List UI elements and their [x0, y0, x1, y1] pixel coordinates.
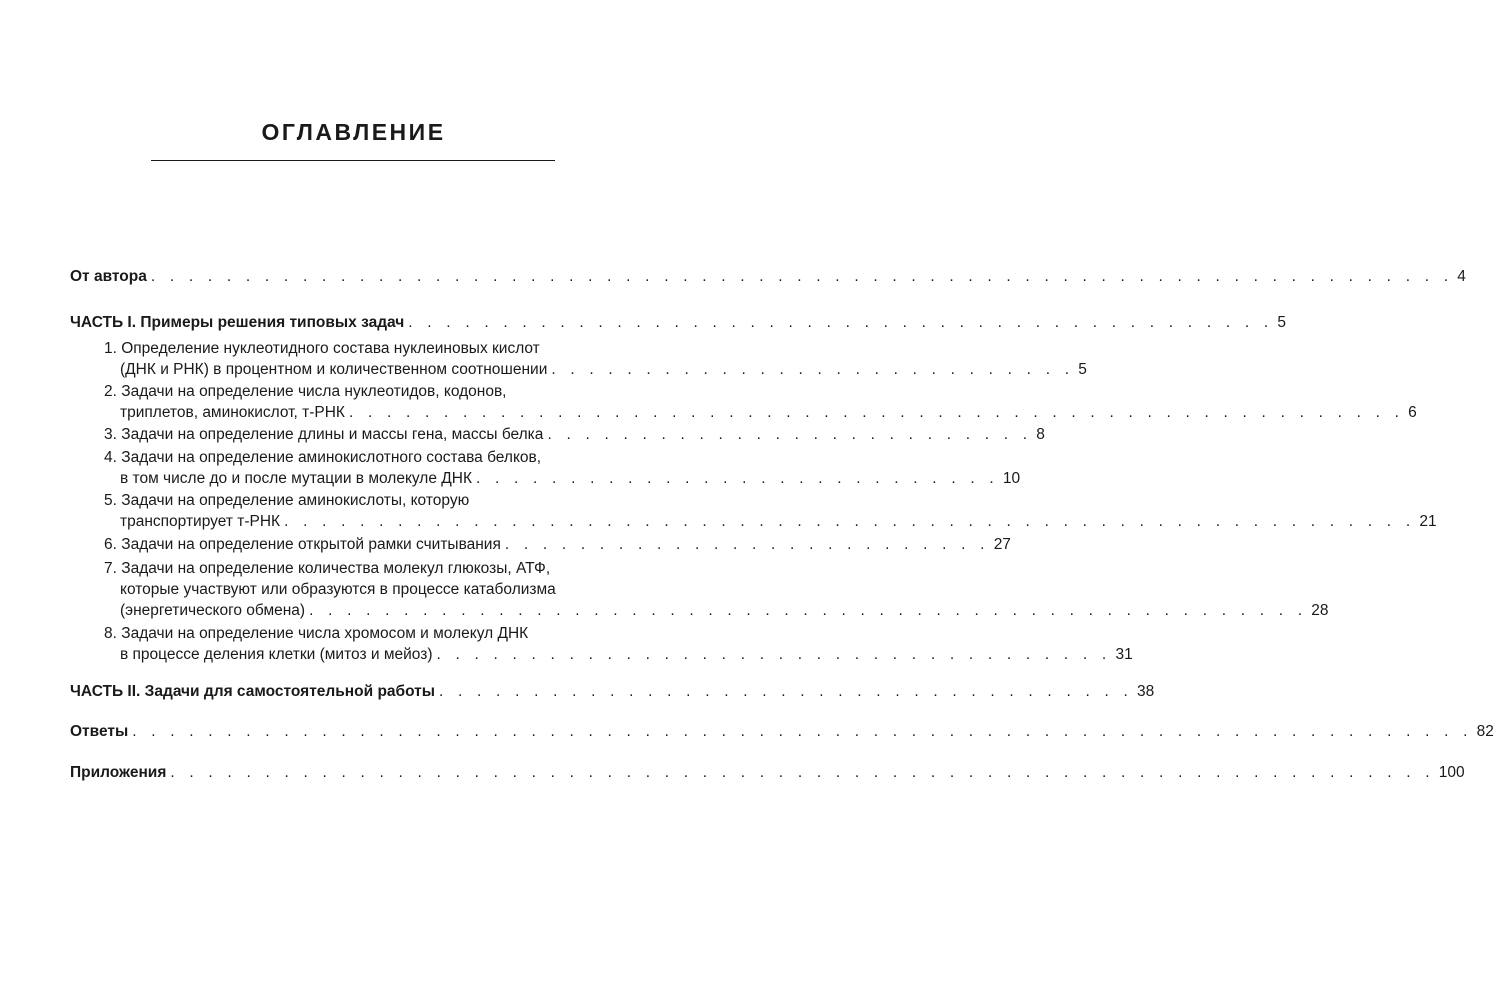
- toc-page-number: 5: [1078, 361, 1087, 378]
- toc-page-number: 4: [1457, 268, 1466, 285]
- page-title: ОГЛАВЛЕНИЕ: [261, 119, 446, 145]
- toc-entry-title: От автора: [70, 266, 151, 287]
- toc-entry-section-3[interactable]: [104, 424, 1045, 445]
- toc-entry-title: Приложения: [70, 762, 170, 783]
- toc-page-number: 6: [1408, 404, 1417, 421]
- leader-dots: . . . . . . . . . . . . . . . . . . . . . . . . . . . .: [476, 470, 999, 487]
- title-divider: [151, 160, 555, 161]
- toc-entry-section-8[interactable]: [104, 623, 1133, 665]
- toc-entry-title-line: 1. Определение нуклеотидного состава нуклеиновых кислот: [104, 340, 540, 357]
- leader-dots: . . . . . . . . . . . . . . . . . . . . . . . . . .: [547, 426, 1033, 443]
- toc-entry-section-5[interactable]: [104, 490, 1437, 532]
- leader-dots: . . . . . . . . . . . . . . . . . . . . . . . . . . . . . . . . . . . . . . . . . . . . . . . . . . . . . . . . . . . . . . . . . . . . .: [150, 268, 1454, 285]
- toc-page-number: 10: [1002, 470, 1021, 487]
- toc-page-number: 28: [1311, 602, 1329, 619]
- toc-entry-title-line: в процессе деления клетки (митоз и мейоз): [120, 644, 436, 665]
- toc-entry-title-line: в том числе до и после мутации в молекуле ДНК: [120, 468, 476, 489]
- toc-entry-title-line: 2. Задачи на определение числа нуклеотидов, кодонов,: [104, 383, 507, 400]
- toc-entry-title-line: 5. Задачи на определение аминокислоты, которую: [104, 492, 470, 509]
- leader-dots: . . . . . . . . . . . . . . . . . . . . . . . . . . . .: [551, 361, 1075, 378]
- toc-entry-section-1[interactable]: [104, 338, 1087, 380]
- toc-entry-title-line: триплетов, аминокислот, т-РНК: [120, 402, 349, 423]
- leader-dots: . . . . . . . . . . . . . . . . . . . . . . . . . . . . . . . . . . . . . . . . . . . . . . . . . . . . . . . . . . . . . . . . . . . . . . .: [132, 723, 1473, 740]
- toc-entry-title-line: 7. Задачи на определение количества молекул глюкозы, АТФ,: [104, 560, 551, 577]
- toc-entry-title-line: 3. Задачи на определение длины и массы гена, массы белка: [104, 424, 547, 445]
- toc-entry-title: ЧАСТЬ II. Задачи для самостоятельной работы: [70, 681, 439, 702]
- toc-entry-part-2[interactable]: [70, 681, 1155, 702]
- toc-entry-title-line: транспортирует т-РНК: [120, 511, 284, 532]
- toc-page-number: 8: [1036, 426, 1045, 443]
- toc-entry-title-line: (ДНК и РНК) в процентном и количественном соотношении: [120, 359, 551, 380]
- toc-entry-appendix[interactable]: [70, 762, 1465, 783]
- toc-entry-part-1[interactable]: [70, 312, 1286, 333]
- toc-entry-title-line: (энергетического обмена): [120, 600, 309, 621]
- toc-page-number: 5: [1277, 314, 1286, 331]
- leader-dots: . . . . . . . . . . . . . . . . . . . . . . . . . . . . . . . . . . . . . . . . . . . . . . . . . . . . .: [309, 602, 1308, 619]
- toc-page-number: 100: [1438, 764, 1465, 781]
- toc-entry-title-line: 6. Задачи на определение открытой рамки считывания: [104, 534, 505, 555]
- toc-entry-answers[interactable]: [70, 721, 1494, 742]
- toc-entry-title-line: которые участвуют или образуются в процессе катаболизма: [120, 581, 556, 598]
- toc-entry-title-line: 4. Задачи на определение аминокислотного состава белков,: [104, 449, 542, 466]
- toc-page-number: 21: [1419, 513, 1437, 530]
- toc-entry-from-author[interactable]: [70, 266, 1466, 287]
- toc-page-number: 31: [1115, 646, 1133, 663]
- leader-dots: . . . . . . . . . . . . . . . . . . . . . . . . . . . . . . . . . . . . . . . . . . . . . . . . . . . . . . . . . . . . . . . . . . .: [170, 764, 1435, 781]
- toc-entry-section-7[interactable]: [104, 558, 1329, 621]
- leader-dots: . . . . . . . . . . . . . . . . . . . . . . . . . . . . . . . . . . . . . . . . . . . . . .: [408, 314, 1274, 331]
- leader-dots: . . . . . . . . . . . . . . . . . . . . . . . . . . . . . . . . . . . . . . . . . . . . . . . . . . . . . . . . . . . .: [284, 513, 1416, 530]
- leader-dots: . . . . . . . . . . . . . . . . . . . . . . . . . . . . . . . . . . . . . . . . . . . . . . . . . . . . . . . .: [348, 404, 1405, 421]
- leader-dots: . . . . . . . . . . . . . . . . . . . . . . . . . . . . . . . . . . . . .: [439, 683, 1133, 700]
- toc-entry-section-4[interactable]: [104, 447, 1021, 489]
- toc-entry-title-line: 8. Задачи на определение числа хромосом и молекул ДНК: [104, 625, 529, 642]
- toc-page-number: 38: [1136, 683, 1155, 700]
- leader-dots: . . . . . . . . . . . . . . . . . . . . . . . . . .: [504, 536, 990, 553]
- toc-entry-section-6[interactable]: [104, 534, 1011, 555]
- toc-page-number: 82: [1476, 723, 1494, 740]
- toc-entry-section-2[interactable]: [104, 381, 1417, 423]
- toc-page-number: 27: [993, 536, 1011, 553]
- toc-entry-title: Ответы: [70, 721, 132, 742]
- leader-dots: . . . . . . . . . . . . . . . . . . . . . . . . . . . . . . . . . . . .: [436, 646, 1112, 663]
- toc-entry-title: ЧАСТЬ I. Примеры решения типовых задач: [70, 312, 408, 333]
